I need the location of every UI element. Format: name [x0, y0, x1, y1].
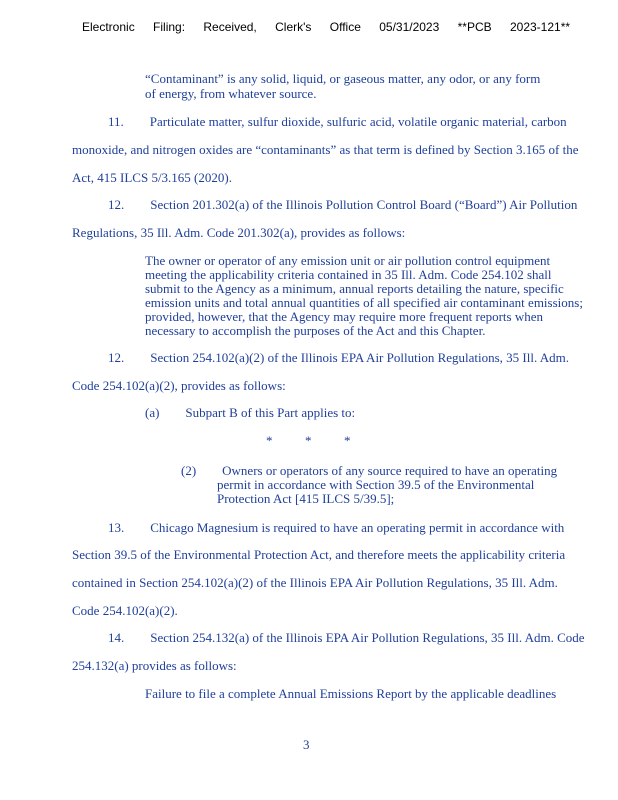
- subsection-2-line: (2) Owners or operators of any source required to have an operating: [181, 463, 558, 478]
- paragraph-12a-line: 12. Section 201.302(a) of the Illinois Pollution Control Board (“Board”) Air Pollution: [108, 197, 578, 212]
- quote-line: necessary to accomplish the purposes of the Act and this Chapter.: [145, 323, 486, 338]
- paragraph-11-line: 11. Particulate matter, sulfur dioxide, sulfuric acid, volatile organic material, carbon: [108, 114, 567, 129]
- definition-line: of energy, from whatever source.: [145, 86, 317, 101]
- paragraph-12b-line: Code 254.102(a)(2), provides as follows:: [72, 378, 286, 393]
- quote-line: Failure to file a complete Annual Emissions Report by the applicable deadlines: [145, 686, 557, 701]
- quote-line: The owner or operator of any emission unit or air pollution control equipment: [145, 253, 551, 268]
- subsection-2-line: permit in accordance with Section 39.5 of the Environmental: [217, 477, 535, 492]
- asterisks: * * *: [266, 433, 351, 448]
- paragraph-12b-line: 12. Section 254.102(a)(2) of the Illinois EPA Air Pollution Regulations, 35 Ill. Adm.: [108, 350, 570, 365]
- quote-line: submit to the Agency as a minimum, annual reports detailing the nature, specific: [145, 281, 564, 296]
- stamp-word: Received,: [203, 20, 257, 34]
- stamp-word: Clerk's: [275, 20, 312, 34]
- paragraph-13-line: 13. Chicago Magnesium is required to have an operating permit in accordance with: [108, 520, 565, 535]
- stamp-word: Electronic: [82, 20, 135, 34]
- subsection-2-line: Protection Act [415 ILCS 5/39.5];: [217, 491, 395, 506]
- stamp-word: **PCB: [457, 20, 492, 34]
- paragraph-13-line: contained in Section 254.102(a)(2) of the Illinois EPA Air Pollution Regulations, 35 Ill. Adm.: [72, 575, 558, 590]
- quote-line: meeting the applicability criteria contained in 35 Ill. Adm. Code 254.102 shall: [145, 267, 552, 282]
- paragraph-13-line: Code 254.102(a)(2).: [72, 603, 178, 618]
- quote-line: provided, however, that the Agency may require more frequent reports when: [145, 309, 544, 324]
- paragraph-12a-line: Regulations, 35 Ill. Adm. Code 201.302(a), provides as follows:: [72, 225, 406, 240]
- paragraph-11-line: Act, 415 ILCS 5/3.165 (2020).: [72, 170, 232, 185]
- paragraph-14-line: 14. Section 254.132(a) of the Illinois EPA Air Pollution Regulations, 35 Ill. Adm. Code: [108, 630, 585, 645]
- stamp-word: 05/31/2023: [379, 20, 440, 34]
- stamp-word: 2023-121**: [509, 20, 571, 34]
- paragraph-11-line: monoxide, and nitrogen oxides are “contaminants” as that term is defined by Section 3.165 of the: [72, 142, 579, 157]
- subsection-a: (a) Subpart B of this Part applies to:: [145, 405, 356, 420]
- stamp-word: Office: [329, 20, 361, 34]
- paragraph-13-line: Section 39.5 of the Environmental Protection Act, and therefore meets the applicability criteria: [72, 547, 566, 562]
- page-number: 3: [303, 737, 310, 752]
- quote-line: emission units and total annual quantities of all specified air contaminant emissions;: [145, 295, 583, 310]
- paragraph-14-line: 254.132(a) provides as follows:: [72, 658, 237, 673]
- filing-stamp: [82, 20, 570, 34]
- definition-line: “Contaminant” is any solid, liquid, or gaseous matter, any odor, or any form: [145, 71, 541, 86]
- stamp-word: Filing:: [153, 20, 186, 34]
